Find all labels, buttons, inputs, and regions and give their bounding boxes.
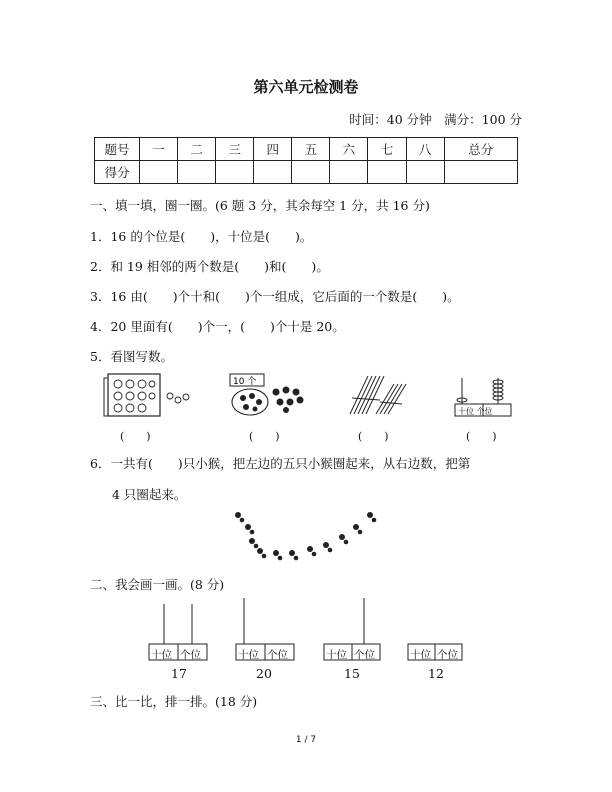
abacus-3-ones-label: 个位 <box>354 649 375 661</box>
abacus-1-tens-label: 十位 <box>151 649 172 661</box>
q5-pv-label: 十位 个位 <box>458 407 493 416</box>
score-header-cell: 六 <box>330 138 368 161</box>
page-title: 第六单元检测卷 <box>253 78 359 96</box>
score-header-cell: 一 <box>140 138 178 161</box>
score-header-cell: 八 <box>406 138 444 161</box>
picture-bundled-box-icon <box>104 374 189 416</box>
picture-stick-bundles-icon <box>350 376 406 414</box>
score-value-row <box>95 161 518 184</box>
picture-counter-abacus-icon <box>455 378 511 416</box>
score-row-label: 得分 <box>95 161 140 184</box>
monkeys-illustration <box>228 505 388 565</box>
monkey-icon <box>235 512 376 560</box>
score-header-cell: 二 <box>178 138 216 161</box>
section3-heading: 三、比一比，排一排。(18 分) <box>90 694 258 709</box>
score-input-cell[interactable] <box>406 161 444 184</box>
q5-answer-4[interactable]: ( ) <box>466 430 497 443</box>
q5-pictures <box>100 370 520 420</box>
score-input-cell[interactable] <box>216 161 254 184</box>
score-header-cell: 七 <box>368 138 406 161</box>
question-6: 6．一共有( )只小猴，把左边的五只小猴圈起来，从右边数，把第 <box>90 456 471 471</box>
q5-box-label: 10 个 <box>233 377 257 387</box>
score-header-cell: 四 <box>254 138 292 161</box>
q5-answer-3[interactable]: ( ) <box>358 430 389 443</box>
section1-heading: 一、填一填，圈一圈。(6 题 3 分，其余每空 1 分，共 16 分) <box>90 198 430 213</box>
abacus-1-number: 17 <box>171 666 187 681</box>
page-number: 1 / 7 <box>295 735 317 745</box>
picture-labeled-bag-icon <box>230 374 304 415</box>
question-5: 5．看图写数。 <box>90 349 173 364</box>
abacus-3-tens-label: 十位 <box>326 649 347 661</box>
score-header-cell: 题号 <box>95 138 140 161</box>
abacus-2-tens-label: 十位 <box>238 649 259 661</box>
score-input-cell[interactable] <box>330 161 368 184</box>
question-2: 2．和 19 相邻的两个数是( )和( )。 <box>90 259 329 274</box>
abacus-2-ones-label: 个位 <box>267 649 288 661</box>
abacus-3-number: 15 <box>344 666 360 681</box>
score-input-cell[interactable] <box>444 161 517 184</box>
abacus-4-ones-label: 个位 <box>437 649 458 661</box>
score-header-cell: 五 <box>292 138 330 161</box>
abacus-4-number: 12 <box>428 666 444 681</box>
score-input-cell[interactable] <box>368 161 406 184</box>
abacus-1-ones-label: 个位 <box>180 649 201 661</box>
abacus-4-tens-label: 十位 <box>410 649 431 661</box>
score-header-cell: 总分 <box>444 138 517 161</box>
score-input-cell[interactable] <box>178 161 216 184</box>
question-3: 3．16 由( )个十和( )个一组成，它后面的一个数是( )。 <box>90 289 460 304</box>
score-input-cell[interactable] <box>254 161 292 184</box>
q5-answer-1[interactable]: ( ) <box>120 430 151 443</box>
score-input-cell[interactable] <box>292 161 330 184</box>
score-table <box>94 137 518 184</box>
question-1: 1．16 的个位是( )，十位是( )。 <box>90 229 313 244</box>
exam-meta: 时间：40 分钟 满分：100 分 <box>349 112 522 127</box>
question-6-cont: 4 只圈起来。 <box>112 487 187 502</box>
score-header-row <box>95 138 518 161</box>
section2-heading: 二、我会画一画。(8 分) <box>90 577 225 592</box>
q5-answer-2[interactable]: ( ) <box>249 430 280 443</box>
score-header-cell: 三 <box>216 138 254 161</box>
abacus-2-number: 20 <box>256 666 272 681</box>
question-4: 4．20 里面有( )个一，( )个十是 20。 <box>90 319 345 334</box>
score-input-cell[interactable] <box>140 161 178 184</box>
